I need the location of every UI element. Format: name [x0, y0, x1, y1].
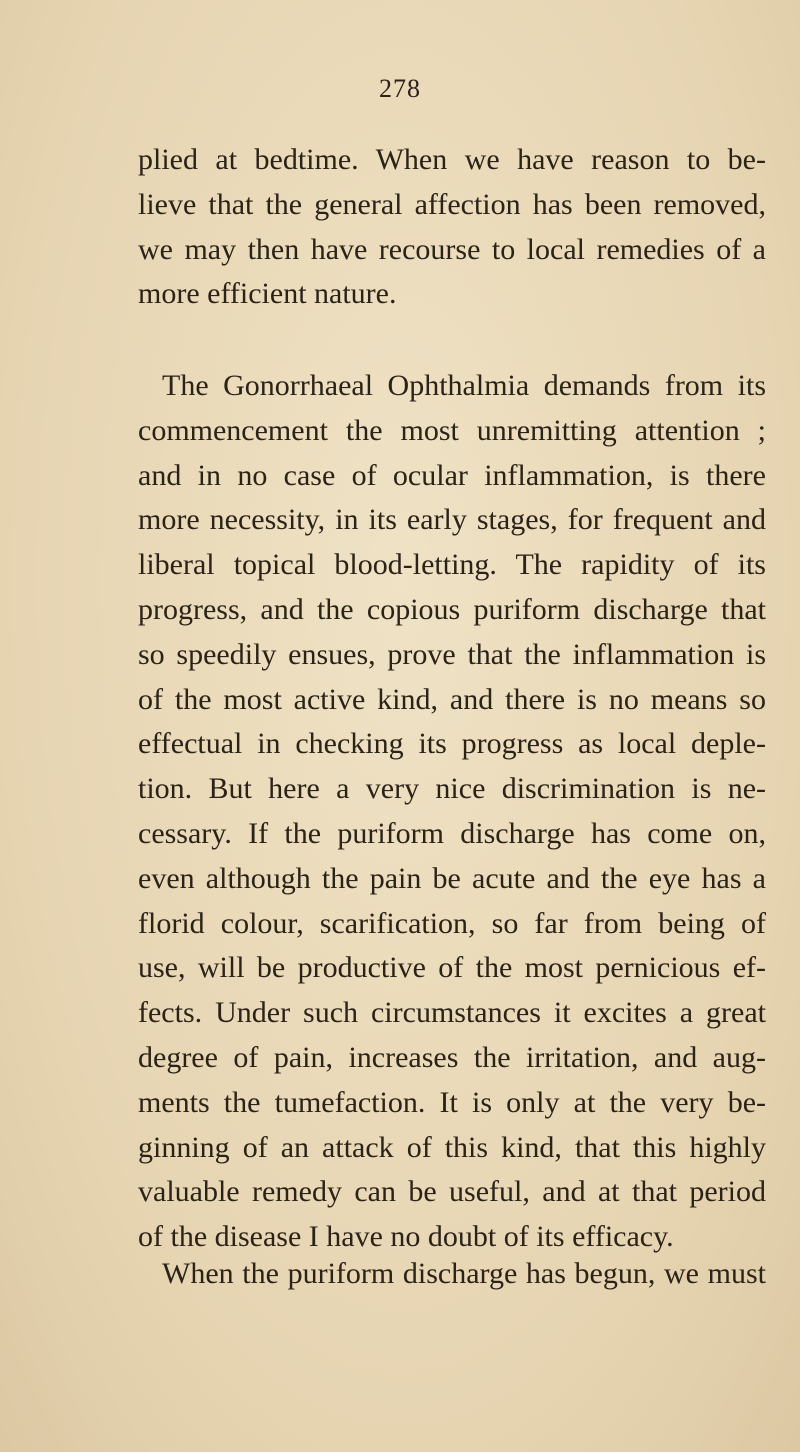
text-line: effectual in checking its progress as local deple-	[138, 727, 766, 761]
text-line: fects. Under such circumstances it excites a great	[138, 996, 766, 1030]
paragraph-2	[138, 364, 766, 1260]
text-line: more necessity, in its early stages, for frequent and	[138, 503, 766, 537]
text-line: degree of pain, increases the irritation, and aug-	[138, 1040, 766, 1074]
text-line: tion. But here a very nice discrimination is ne-	[138, 772, 766, 806]
text-line: of the disease I have no doubt of its efficacy.	[138, 1220, 674, 1254]
text-line: even although the pain be acute and the eye has a	[138, 861, 766, 895]
text-line: When the puriform discharge has begun, we must	[162, 1257, 766, 1290]
text-line: and in no case of ocular inflammation, is there	[138, 458, 766, 492]
text-line: progress, and the copious puriform discharge that	[138, 592, 766, 626]
text-line: liberal topical blood-letting. The rapidity of its	[138, 548, 766, 582]
text-line: ments the tumefaction. It is only at the very be-	[138, 1085, 766, 1119]
text-line: use, will be productive of the most pernicious ef-	[138, 951, 766, 985]
text-line: valuable remedy can be useful, and at that period	[138, 1175, 766, 1209]
text-line: commencement the most unremitting attention ;	[138, 413, 766, 447]
text-line: florid colour, scarification, so far from being of	[138, 906, 766, 940]
paragraph-1	[138, 138, 766, 317]
text-line: The Gonorrhaeal Ophthalmia demands from its	[162, 369, 766, 402]
paragraph-3	[138, 1252, 766, 1297]
text-line: of the most active kind, and there is no means so	[138, 682, 766, 716]
text-line: lieve that the general affection has been removed,	[138, 187, 766, 221]
text-line: more efficient nature.	[138, 277, 397, 311]
text-line: cessary. If the puriform discharge has come on,	[138, 816, 766, 850]
page-number: 278	[379, 74, 421, 103]
text-line: we may then have recourse to local remedies of a	[138, 232, 766, 266]
text-line: so speedily ensues, prove that the inflammation is	[138, 637, 766, 671]
text-line: ginning of an attack of this kind, that this highly	[138, 1130, 766, 1164]
text-line: plied at bedtime. When we have reason to be-	[138, 143, 766, 176]
